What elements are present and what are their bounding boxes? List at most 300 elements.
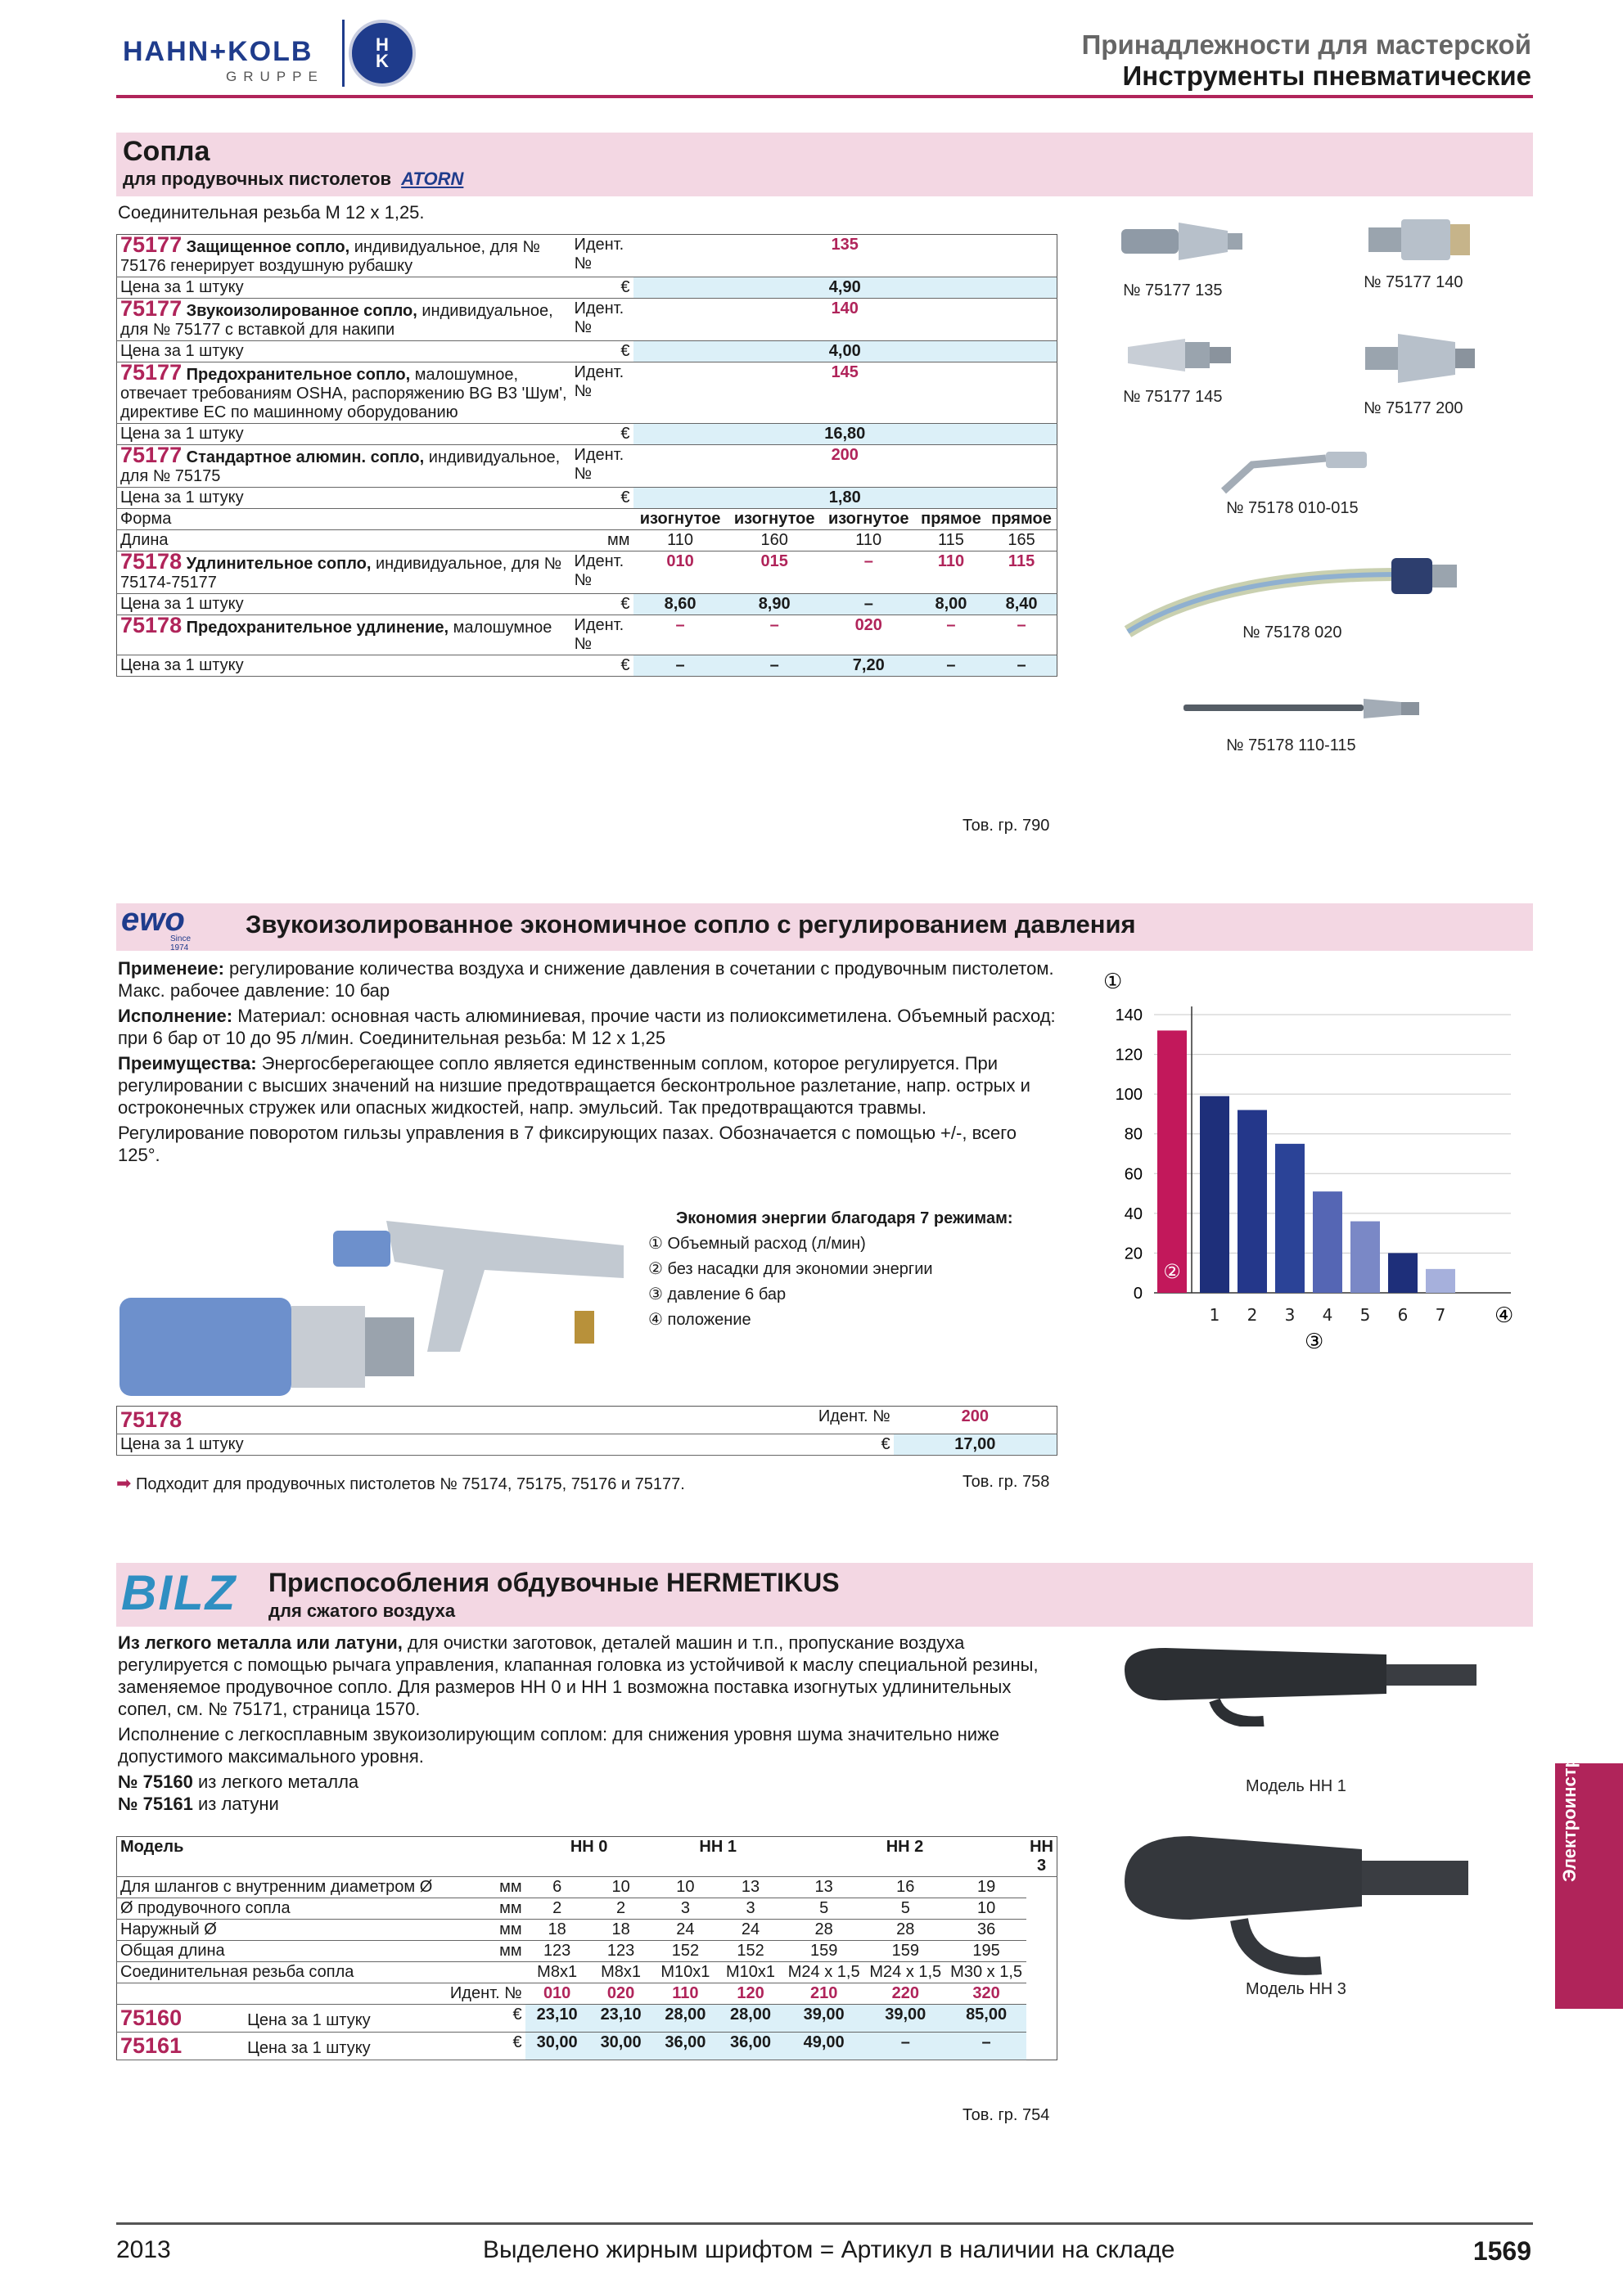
- adjustment-text: Регулирование поворотом гильзы управления в 7 фиксирующих пазах. Обозначается с помощью +/-, всего 125°.: [118, 1123, 1017, 1165]
- nozzle-art: 75177: [120, 296, 183, 321]
- nozzle-name: Звукоизолированное сопло,: [186, 302, 417, 320]
- id-label: Идент. №: [117, 1983, 525, 2005]
- footer-rule: [116, 2222, 1533, 2225]
- spec-value: 28: [864, 1920, 946, 1941]
- spec-value: M10x1: [718, 1962, 783, 1983]
- price-label: Цена за 1 штуку: [117, 341, 571, 362]
- price-row: [117, 655, 1057, 677]
- bilz-id: 010: [525, 1983, 589, 2005]
- id-row: [117, 1983, 1057, 2005]
- nozzle-price: 1,80: [633, 488, 1057, 509]
- spec-row: [117, 1877, 1057, 1898]
- price-label: Цена за 1 штуку: [117, 277, 571, 299]
- length-value: 110: [633, 530, 728, 551]
- spec-value: 19: [946, 1877, 1026, 1898]
- spec-value: M24 x 1,5: [864, 1962, 946, 1983]
- extension-price: 8,40: [986, 594, 1057, 615]
- extension-id: –: [633, 615, 728, 655]
- y-tick-label: 80: [1124, 1125, 1143, 1144]
- bilz-price: 28,00: [653, 2005, 719, 2033]
- extension-price: –: [728, 655, 822, 677]
- legend-marker: ①: [648, 1235, 663, 1253]
- spec-row: [117, 1962, 1057, 1983]
- spec-value: 13: [783, 1877, 865, 1898]
- spec-unit: [466, 1962, 525, 1983]
- nozzle-text: индивидуальное, для № 75176 генерирует воздушную рубашку: [120, 238, 540, 275]
- spec-row: [117, 1898, 1057, 1920]
- spec-value: 24: [718, 1920, 783, 1941]
- extension-price: 8,60: [633, 594, 728, 615]
- nozzle-text: индивидуальное, для № 75177 с вставкой для накипи: [120, 302, 553, 339]
- price-label: Цена за 1 штуку: [117, 488, 571, 509]
- x-axis-pressure-marker: ③: [1305, 1330, 1324, 1354]
- extension-price: –: [822, 594, 916, 615]
- section1-subtitle-text: для продувочных пистолетов: [123, 169, 392, 189]
- spec-unit: мм: [466, 1920, 525, 1941]
- ewo-logo: [121, 902, 206, 952]
- ewo-fits-note: [116, 1473, 685, 1494]
- spec-value: 10: [946, 1898, 1026, 1920]
- spec-value: 159: [864, 1941, 946, 1962]
- variant1-art: № 75160: [118, 1772, 193, 1792]
- section3-subtitle: для сжатого воздуха: [268, 1600, 456, 1621]
- extension-art: 75178: [120, 613, 183, 637]
- spec-value: 24: [653, 1920, 719, 1941]
- x-tick-label: 7: [1435, 1305, 1446, 1325]
- model-label: Модель: [117, 1837, 467, 1877]
- model-name: HH 1: [653, 1837, 783, 1877]
- form-value: изогнутое: [822, 509, 916, 530]
- extension-name: Предохранительное удлинение,: [186, 619, 449, 637]
- extension-row: [117, 551, 1057, 594]
- spec-value: 36: [946, 1920, 1026, 1941]
- logo-divider: [342, 20, 345, 87]
- ewo-table: [116, 1406, 1057, 1456]
- currency: €: [466, 2033, 525, 2060]
- length-value: 165: [986, 530, 1057, 551]
- chart-bar: [1157, 1030, 1187, 1293]
- spec-value: 2: [589, 1898, 653, 1920]
- price-row: [117, 424, 1057, 445]
- section2-title: Звукоизолированное экономичное сопло с регулированием давления: [246, 910, 1136, 939]
- atorn-logo: ATORN: [401, 169, 464, 189]
- form-label: Форма: [117, 509, 571, 530]
- bilz-price: 36,00: [718, 2033, 783, 2060]
- bilz-price: 39,00: [783, 2005, 865, 2033]
- extension-id: 115: [986, 551, 1057, 594]
- price-row: [117, 488, 1057, 509]
- price-label: Цена за 1 штуку: [117, 424, 571, 445]
- variant2-art: № 75161: [118, 1794, 193, 1814]
- bilz-price-row: [117, 2005, 1057, 2033]
- spec-unit: мм: [466, 1898, 525, 1920]
- nozzle-photo-145: [1128, 331, 1234, 384]
- currency: €: [570, 655, 633, 677]
- section1-bar: [116, 133, 1533, 196]
- spec-label: Соединительная резьба сопла: [117, 1962, 467, 1983]
- bilz-price: –: [864, 2033, 946, 2060]
- bilz-id: 320: [946, 1983, 1026, 2005]
- price-label: Цена за 1 штуку: [117, 594, 571, 615]
- company-logo: HAHN+KOLB: [123, 36, 313, 67]
- page-number: 1569: [1472, 2236, 1531, 2266]
- model-name: HH 2: [783, 1837, 1026, 1877]
- advantages-label: Преимущества:: [118, 1053, 257, 1074]
- legend-item: [648, 1257, 1057, 1282]
- bilz-price-desc: [117, 2033, 467, 2060]
- footer-note: Выделено жирным шрифтом = Артикул в наличии на складе: [483, 2236, 1175, 2263]
- nozzle-id: 145: [633, 362, 1057, 424]
- extension-desc: [117, 551, 571, 594]
- extension-row: [117, 615, 1057, 655]
- bilz-price: 23,10: [589, 2005, 653, 2033]
- spec-label: Для шлангов с внутренним диаметром Ø: [117, 1877, 467, 1898]
- ewo-logo-text: ewo: [121, 902, 185, 938]
- nozzle-row: [117, 235, 1057, 277]
- bilz-price: 30,00: [525, 2033, 589, 2060]
- spec-value: M30 x 1,5: [946, 1962, 1026, 1983]
- currency: €: [570, 277, 633, 299]
- nozzle-text: индивидуальное, для № 75175: [120, 448, 561, 485]
- chart-bar: [1388, 1253, 1418, 1293]
- x-tick-label: ②: [1163, 1260, 1181, 1283]
- spec-value: 123: [589, 1941, 653, 1962]
- model-spacer: [466, 1837, 525, 1877]
- bilz-price: –: [946, 2033, 1026, 2060]
- arrow-icon: ➡: [116, 1473, 132, 1493]
- spec-value: 13: [718, 1877, 783, 1898]
- silencer-text: Исполнение с легкосплавным звукоизолирующим соплом: для снижения уровня шума значительно ниже допустимого максимального уровня.: [118, 1724, 1000, 1767]
- header-category: Принадлежности для мастерской: [1081, 29, 1531, 60]
- extension-art: 75178: [120, 549, 183, 574]
- y-tick-label: 140: [1115, 1006, 1143, 1024]
- material-text: для очистки заготовок, деталей машин и т.п., пропускание воздуха регулируется с помощью рычага управления, клапанная головка из устойчивой к маслу специальной резины, заменяемое продувочное сопло. Для размеров HH 0 и HH 1 возможна поставка изогнутых удлинительных сопел, см. № 75171, страница 1570.: [118, 1632, 1039, 1719]
- legend-text: Объемный расход (л/мин): [667, 1235, 866, 1253]
- nozzle-photo-010-015: [1220, 448, 1383, 502]
- nozzle-id: 140: [633, 299, 1057, 341]
- currency: €: [570, 424, 633, 445]
- spec-value: M8x1: [589, 1962, 653, 1983]
- spec-value: 10: [653, 1877, 719, 1898]
- hh3-photo: [1116, 1825, 1493, 1984]
- caption-140: № 75177 140: [1364, 273, 1463, 291]
- legend-text: положение: [667, 1311, 751, 1329]
- price-row: [117, 277, 1057, 299]
- nozzle-row: [117, 445, 1057, 488]
- nozzle-art: 75177: [120, 360, 183, 385]
- caption-135: № 75177 135: [1123, 281, 1223, 299]
- section3-title: Приспособления обдувочные HERMETIKUS: [268, 1568, 840, 1597]
- variant2-text: из латуни: [197, 1794, 279, 1814]
- chart-bar: [1200, 1096, 1229, 1293]
- y-tick-label: 60: [1124, 1165, 1143, 1184]
- nozzle-row: [117, 299, 1057, 341]
- energy-legend: [648, 1206, 1057, 1333]
- nozzle-name: Стандартное алюмин. сопло,: [186, 448, 425, 466]
- company-logo-sub: GRUPPE: [226, 69, 324, 84]
- header-subcategory: Инструменты пневматические: [1122, 61, 1531, 91]
- extension-id: 110: [916, 551, 986, 594]
- bilz-price: 36,00: [653, 2033, 719, 2060]
- ewo-price-row: [117, 1434, 1057, 1456]
- flow-chart: [1097, 966, 1539, 1379]
- ewo-price: 17,00: [894, 1434, 1057, 1456]
- legend-item: [648, 1231, 1057, 1257]
- design-label: Исполнение:: [118, 1006, 233, 1026]
- x-axis-position-marker: ④: [1495, 1303, 1514, 1328]
- bilz-id: 120: [718, 1983, 783, 2005]
- spec-value: 6: [525, 1877, 589, 1898]
- bilz-price: 23,10: [525, 2005, 589, 2033]
- form-value: изогнутое: [728, 509, 822, 530]
- advantages-text: Энергосберегающее сопло является единственным соплом, которое регулируется. При регулировании с высших значений на низшие предотвращается бесконтрольное разлетание, напр. острых и остроконечных стружек или опасных жидкостей, напр. эмульсий. Так предотвращаются травмы.: [118, 1053, 1030, 1118]
- nozzle-id: 135: [633, 235, 1057, 277]
- extension-id: –: [728, 615, 822, 655]
- length-row: [117, 530, 1057, 551]
- bilz-price: 49,00: [783, 2033, 865, 2060]
- design-text: Материал: основная часть алюминиевая, прочие части из полиоксиметилена. Объемный расход: при 6 бар от 10 до 95 л/мин. Соединительная резьба: M 12 x 1,25: [118, 1006, 1056, 1048]
- section1-title: Сопла: [123, 136, 210, 167]
- variant1-text: из легкого металла: [197, 1772, 359, 1792]
- x-tick-label: 2: [1247, 1305, 1258, 1325]
- ewo-id-label: Идент. №: [763, 1407, 894, 1434]
- price-row: [117, 341, 1057, 362]
- spec-value: 5: [783, 1898, 865, 1920]
- bilz-table: [116, 1836, 1057, 2060]
- spec-value: 28: [783, 1920, 865, 1941]
- nozzle-desc: [117, 232, 571, 277]
- extension-id: 015: [728, 551, 822, 594]
- id-label: Идент. №: [570, 551, 633, 594]
- y-tick-label: 40: [1124, 1204, 1143, 1223]
- extension-name: Удлинительное сопло,: [186, 555, 372, 573]
- bilz-price: 30,00: [589, 2033, 653, 2060]
- x-tick-label: 1: [1209, 1305, 1220, 1325]
- y-tick-label: 20: [1124, 1245, 1143, 1263]
- bilz-id: 020: [589, 1983, 653, 2005]
- chart-bar: [1275, 1144, 1305, 1293]
- extension-id: 010: [633, 551, 728, 594]
- caption-200: № 75177 200: [1364, 399, 1463, 417]
- y-tick-label: 0: [1133, 1285, 1143, 1303]
- spec-unit: мм: [466, 1941, 525, 1962]
- nozzle-price: 4,90: [633, 277, 1057, 299]
- bilz-price: 85,00: [946, 2005, 1026, 2033]
- length-value: 115: [916, 530, 986, 551]
- extension-id: 020: [822, 615, 916, 655]
- section1-thread: Соединительная резьба M 12 x 1,25.: [118, 202, 425, 223]
- nozzle-price: 4,00: [633, 341, 1057, 362]
- extension-price: 7,20: [822, 655, 916, 677]
- caption-145: № 75177 145: [1123, 388, 1223, 406]
- nozzle-table: [116, 234, 1057, 677]
- nozzle-photo-140: [1368, 213, 1475, 270]
- caption-110-115: № 75178 110-115: [1226, 736, 1356, 754]
- id-label: Идент. №: [570, 299, 633, 341]
- nozzle-art: 75177: [120, 232, 183, 257]
- extension-id: –: [916, 615, 986, 655]
- usage-text: регулирование количества воздуха и снижение давления в сочетании с продувочным пистолетом. Макс. рабочее давление: 10 бар: [118, 958, 1054, 1001]
- section3-bar: [116, 1563, 1533, 1627]
- chart-bar: [1426, 1269, 1455, 1293]
- caption-hh3: Модель HH 3: [1246, 1980, 1346, 1998]
- extension-id: –: [986, 615, 1057, 655]
- bilz-price-row: [117, 2033, 1057, 2060]
- logo-mark: [349, 20, 416, 87]
- logo-mark-bottom: K: [376, 51, 389, 71]
- bilz-art: 75161: [120, 2033, 183, 2058]
- length-value: 110: [822, 530, 916, 551]
- nozzle-art: 75177: [120, 443, 183, 467]
- model-name: HH 0: [525, 1837, 653, 1877]
- model-name: HH 3: [1026, 1837, 1057, 1877]
- id-label: Идент. №: [570, 615, 633, 655]
- extension-price: 8,90: [728, 594, 822, 615]
- x-tick-label: 3: [1284, 1305, 1296, 1325]
- length-value: 160: [728, 530, 822, 551]
- model-row: [117, 1837, 1057, 1877]
- id-label: Идент. №: [570, 445, 633, 488]
- currency: €: [570, 594, 633, 615]
- nozzle-desc: [117, 362, 571, 424]
- section1-subtitle: [123, 169, 463, 190]
- chart-bar: [1238, 1110, 1267, 1293]
- nozzle-text: малошумное, отвечает требованиям OSHA, распоряжению BG B3 'Шум', директиве EC по машинному оборудованию: [120, 366, 567, 421]
- spec-value: 10: [589, 1877, 653, 1898]
- form-value: прямое: [986, 509, 1057, 530]
- form-value: прямое: [916, 509, 986, 530]
- y-tick-label: 120: [1115, 1046, 1143, 1065]
- spec-value: 123: [525, 1941, 589, 1962]
- bilz-id: 110: [653, 1983, 719, 2005]
- id-label: Идент. №: [570, 235, 633, 277]
- spec-value: 152: [718, 1941, 783, 1962]
- spec-value: 195: [946, 1941, 1026, 1962]
- side-tab-label: Электроинструмент: [1559, 1704, 1580, 1882]
- length-label: Длина: [117, 530, 571, 551]
- spec-label: Ø продувочного сопла: [117, 1898, 467, 1920]
- nozzle-id: 200: [633, 445, 1057, 488]
- bilz-art: 75160: [120, 2006, 183, 2030]
- flow-chart-svg: [1097, 966, 1539, 1375]
- ewo-fits-text: Подходит для продувочных пистолетов № 75174, 75175, 75176 и 75177.: [136, 1475, 685, 1493]
- spec-row: [117, 1941, 1057, 1962]
- legend-item: [648, 1308, 1057, 1333]
- ewo-id-row: [117, 1407, 1057, 1434]
- section2-description: [118, 957, 1059, 1166]
- extension-desc: [117, 615, 571, 655]
- spec-value: 18: [589, 1920, 653, 1941]
- bilz-price-label: Цена за 1 штуку: [247, 2011, 371, 2029]
- extension-id: –: [822, 551, 916, 594]
- spec-value: M10x1: [653, 1962, 719, 1983]
- section2-bar: [116, 903, 1533, 951]
- section3-description: [118, 1632, 1059, 1815]
- ewo-currency: €: [763, 1434, 894, 1456]
- bilz-id: 210: [783, 1983, 865, 2005]
- nozzle-row: [117, 362, 1057, 424]
- bilz-price: 39,00: [864, 2005, 946, 2033]
- extension-price: 8,00: [916, 594, 986, 615]
- chart-bar: [1350, 1222, 1380, 1293]
- length-unit: мм: [570, 530, 633, 551]
- nozzle-photo-110-115: [1180, 692, 1426, 729]
- extension-price: –: [916, 655, 986, 677]
- logo-mark-top: H: [376, 34, 389, 55]
- spec-value: M24 x 1,5: [783, 1962, 865, 1983]
- header-rule: [116, 95, 1533, 98]
- section1-group: Тов. гр. 790: [963, 817, 1050, 835]
- section3-group: Тов. гр. 754: [963, 2106, 1050, 2124]
- extension-text: малошумное: [453, 619, 552, 637]
- currency: €: [466, 2005, 525, 2033]
- spec-value: 5: [864, 1898, 946, 1920]
- spec-value: 3: [718, 1898, 783, 1920]
- nozzle-name: Предохранительное сопло,: [186, 366, 411, 384]
- legend-marker: ③: [648, 1285, 663, 1303]
- spec-value: 18: [525, 1920, 589, 1941]
- legend-text: давление 6 бар: [667, 1285, 787, 1303]
- spec-label: Наружный Ø: [117, 1920, 467, 1941]
- nozzle-name: Защищенное сопло,: [186, 238, 350, 256]
- nozzle-desc: [117, 296, 571, 341]
- nozzle-photo-200: [1365, 327, 1480, 393]
- extension-text: индивидуальное, для № 75174-75177: [120, 555, 562, 592]
- id-label: Идент. №: [570, 362, 633, 424]
- footer-year: 2013: [116, 2236, 171, 2263]
- section2-group: Тов. гр. 758: [963, 1473, 1050, 1491]
- spec-value: 159: [783, 1941, 865, 1962]
- spec-value: 152: [653, 1941, 719, 1962]
- form-row: [117, 509, 1057, 530]
- ewo-art: 75178: [117, 1407, 763, 1434]
- ewo-logo-sub: Since 1974: [170, 934, 192, 952]
- spec-value: 3: [653, 1898, 719, 1920]
- spec-row: [117, 1920, 1057, 1941]
- ewo-price-label: Цена за 1 штуку: [117, 1434, 763, 1456]
- legend-marker: ④: [648, 1311, 663, 1329]
- extension-price: –: [633, 655, 728, 677]
- x-tick-label: 4: [1322, 1305, 1333, 1325]
- spec-unit: мм: [466, 1877, 525, 1898]
- bilz-id: 220: [864, 1983, 946, 2005]
- bilz-price: 28,00: [718, 2005, 783, 2033]
- form-spacer: [570, 509, 633, 530]
- y-tick-label: 100: [1115, 1086, 1143, 1105]
- spec-value: 2: [525, 1898, 589, 1920]
- ewo-id: 200: [894, 1407, 1057, 1434]
- y-axis-marker: ①: [1103, 970, 1123, 994]
- caption-020: № 75178 020: [1242, 624, 1342, 642]
- nozzle-desc: [117, 445, 571, 488]
- x-tick-label: 6: [1397, 1305, 1409, 1325]
- caption-hh1: Модель HH 1: [1246, 1777, 1346, 1795]
- spec-value: 16: [864, 1877, 946, 1898]
- spec-label: Общая длина: [117, 1941, 467, 1962]
- spec-value: M8x1: [525, 1962, 589, 1983]
- bilz-logo: BILZ: [121, 1565, 237, 1620]
- bilz-price-desc: [117, 2005, 467, 2033]
- bilz-price-label: Цена за 1 штуку: [247, 2039, 371, 2057]
- usage-label: Применеие:: [118, 958, 224, 979]
- price-row: [117, 594, 1057, 615]
- hh1-photo: [1116, 1636, 1501, 1731]
- price-label: Цена за 1 штуку: [117, 655, 571, 677]
- legend-title: Экономия энергии благодаря 7 режимам:: [676, 1209, 1013, 1227]
- legend-text: без насадки для экономии энергии: [667, 1260, 933, 1278]
- x-tick-label: 5: [1359, 1305, 1371, 1325]
- nozzle-price: 16,80: [633, 424, 1057, 445]
